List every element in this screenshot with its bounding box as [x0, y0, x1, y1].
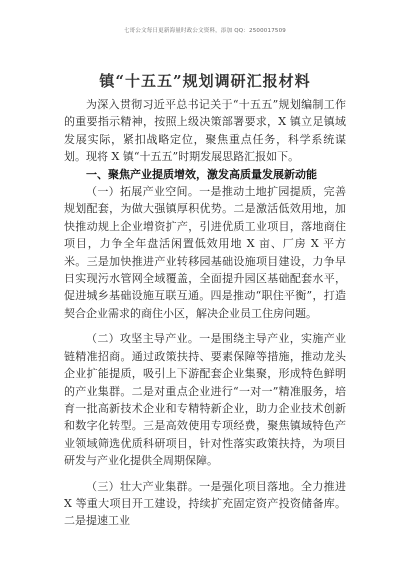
intro-paragraph: 为深入贯彻习近平总书记关于“十五五”规划编制工作的重要指示精神，按照上级决策部署要求，X 镇立足镇域发展实际，紧扣战略定位，聚焦重点任务，科学系统谋划。现将 X 镇“十五五”时期发展思路汇报如下。: [64, 98, 346, 164]
paragraph-expand-space: （一）拓展产业空间。一是推动土地扩园提质，完善规划配套，为做大强镇厚积优势。二是激活低效用地，加快推动规上企业增资扩产，引进优质工业项目，落地商住项目，力争全年盘活闲置低效用地 X 亩、厂房 X 平方米。三是加快推进产业转移园基础设施项目建设，力争早日实现污水管网全域覆盖，全面提升园区基础配套水平，促进城乡基础设施互联互通。四是推动“职住平衡”，打造契合企业需求的商住小区，解决企业员工住房问题。: [64, 185, 346, 320]
document-body: [64, 96, 346, 530]
paragraph-leading-industry: （二）攻坚主导产业。一是围绕主导产业，实施产业链精准招商。通过政策扶持、要素保障等措施，推动龙头企业扩能提质，吸引上下游配套企业集聚，形成特色鲜明的产业集群。二是对重点企业进行“一对一”精准服务，培育一批高新技术企业和专精特新企业，助力企业技术创新和数字化转型。三是高效使用专项经费，聚焦镇域特色产业领域筛选优质科研项目，针对性落实政策扶持，为项目研发与产业化提供全周期保障。: [64, 332, 346, 468]
paragraph-industry-cluster: （三）壮大产业集群。一是强化项目落地。全力推进 X 等重大项目开工建设，持续扩充固定资产投资储备库。二是提速工业: [64, 479, 346, 528]
header-note: 七哥公文每日更新海量时政公文资料，添加 QQ：2500017509: [123, 28, 286, 34]
document-title: 镇“十五五”规划调研汇报材料: [99, 72, 311, 90]
section-heading: 一、聚焦产业提质增效，激发高质量发展新动能: [86, 167, 317, 181]
